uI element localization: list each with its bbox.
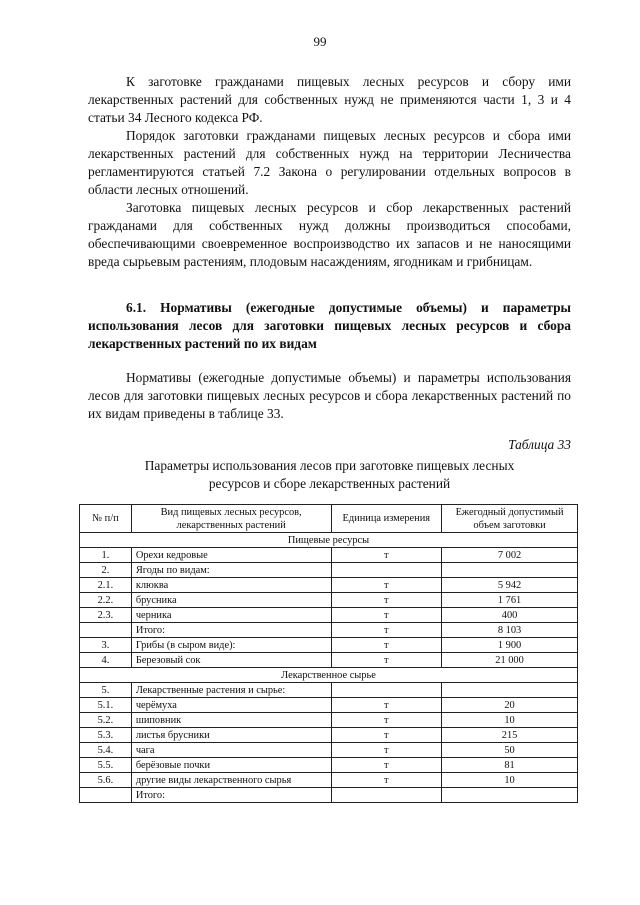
row-value: 5 942 <box>442 578 578 593</box>
row-unit <box>331 563 442 578</box>
row-unit: т <box>331 593 442 608</box>
row-unit: т <box>331 773 442 788</box>
table-row <box>80 608 578 623</box>
row-number: 5.1. <box>80 698 132 713</box>
row-name: другие виды лекарственного сырья <box>131 773 331 788</box>
row-value: 21 000 <box>442 653 578 668</box>
row-unit: т <box>331 743 442 758</box>
table-title: Параметры использования лесов при заготовке пищевых лесных ресурсов и сборе лекарственных растений <box>144 458 515 491</box>
table-row <box>80 728 578 743</box>
row-name: клюква <box>131 578 331 593</box>
row-name: Итого: <box>131 623 331 638</box>
table-row <box>80 578 578 593</box>
row-value: 50 <box>442 743 578 758</box>
row-number: 2.1. <box>80 578 132 593</box>
row-name: Итого: <box>131 788 331 803</box>
page-number: 99 <box>313 34 327 49</box>
section-label-medicinal: Лекарственное сырье <box>80 668 578 683</box>
row-value: 10 <box>442 713 578 728</box>
table-row <box>80 758 578 773</box>
row-name: Березовый сок <box>131 653 331 668</box>
row-number <box>80 788 132 803</box>
row-value: 400 <box>442 608 578 623</box>
row-unit: т <box>331 608 442 623</box>
row-number: 3. <box>80 638 132 653</box>
row-number: 2. <box>80 563 132 578</box>
row-value: 10 <box>442 773 578 788</box>
table-row <box>80 713 578 728</box>
row-number: 5.2. <box>80 713 132 728</box>
header-annual-volume: Ежегодный допустимый объем заготовки <box>442 505 578 533</box>
paragraph-3: Заготовка пищевых лесных ресурсов и сбор лекарственных растений гражданами для собственных нужд должны производиться способами, обеспечивающими своевременное воспроизводство их запасов и не наносящими вреда сырьевым растениям, плодовым насаждениям, ягодникам и грибницам. <box>88 200 571 269</box>
row-name: черёмуха <box>131 698 331 713</box>
row-unit: т <box>331 623 442 638</box>
row-value: 7 002 <box>442 548 578 563</box>
row-value: 20 <box>442 698 578 713</box>
resources-table <box>79 504 578 803</box>
table-row <box>80 698 578 713</box>
row-name: Ягоды по видам: <box>131 563 331 578</box>
table-row-subtotal <box>80 788 578 803</box>
row-unit: т <box>331 548 442 563</box>
paragraph-2: Порядок заготовки гражданами пищевых лесных ресурсов и сбора ими лекарственных растений для собственных нужд на территории Лесничества регламентируются статьей 7.2 Закона о регулировании отдельных вопросов в области лесных отношений. <box>88 128 571 197</box>
table-row <box>80 653 578 668</box>
table-row <box>80 593 578 608</box>
row-number <box>80 623 132 638</box>
row-number: 1. <box>80 548 132 563</box>
table-row <box>80 563 578 578</box>
paragraph-1: К заготовке гражданами пищевых лесных ресурсов и сбору ими лекарственных растений для собственных нужд не применяются части 1, 3 и 4 статьи 34 Лесного кодекса РФ. <box>88 74 571 125</box>
section-label-food: Пищевые ресурсы <box>80 533 578 548</box>
row-name: Лекарственные растения и сырье: <box>131 683 331 698</box>
row-number: 4. <box>80 653 132 668</box>
row-name: листья брусники <box>131 728 331 743</box>
table-row <box>80 683 578 698</box>
row-name: Грибы (в сыром виде): <box>131 638 331 653</box>
row-value: 1 900 <box>442 638 578 653</box>
table-header-row <box>80 505 578 533</box>
table-row <box>80 743 578 758</box>
row-value <box>442 788 578 803</box>
row-unit: т <box>331 578 442 593</box>
section-paragraph: Нормативы (ежегодные допустимые объемы) и параметры использования лесов для заготовки пищевых лесных ресурсов и сбора лекарственных растений по их видам приведены в таблице 33. <box>88 370 571 421</box>
table-row <box>80 548 578 563</box>
row-unit: т <box>331 713 442 728</box>
section-row-food <box>80 533 578 548</box>
row-name: брусника <box>131 593 331 608</box>
row-value: 215 <box>442 728 578 743</box>
table-row <box>80 638 578 653</box>
row-value: 81 <box>442 758 578 773</box>
section-heading: 6.1. Нормативы (ежегодные допустимые объемы) и параметры использования лесов для заготовки пищевых лесных ресурсов и сбора лекарственных растений по их видам <box>88 300 571 351</box>
row-number: 2.3. <box>80 608 132 623</box>
row-unit <box>331 788 442 803</box>
row-value <box>442 563 578 578</box>
header-number: № п/п <box>80 505 132 533</box>
section-row-medicinal <box>80 668 578 683</box>
table-row-subtotal <box>80 623 578 638</box>
row-number: 5.4. <box>80 743 132 758</box>
row-value: 1 761 <box>442 593 578 608</box>
table-row <box>80 773 578 788</box>
row-number: 5. <box>80 683 132 698</box>
row-name: Орехи кедровые <box>131 548 331 563</box>
row-name: чага <box>131 743 331 758</box>
row-unit: т <box>331 698 442 713</box>
row-unit: т <box>331 638 442 653</box>
row-unit <box>331 683 442 698</box>
row-name: шиповник <box>131 713 331 728</box>
row-value: 8 103 <box>442 623 578 638</box>
header-resource-type: Вид пищевых лесных ресурсов, лекарственных растений <box>131 505 331 533</box>
table-label: Таблица 33 <box>508 437 571 452</box>
header-unit: Единица измерения <box>331 505 442 533</box>
row-number: 2.2. <box>80 593 132 608</box>
row-value <box>442 683 578 698</box>
row-name: берёзовые почки <box>131 758 331 773</box>
row-number: 5.5. <box>80 758 132 773</box>
row-unit: т <box>331 758 442 773</box>
row-unit: т <box>331 728 442 743</box>
row-number: 5.3. <box>80 728 132 743</box>
row-name: черника <box>131 608 331 623</box>
row-number: 5.6. <box>80 773 132 788</box>
row-unit: т <box>331 653 442 668</box>
